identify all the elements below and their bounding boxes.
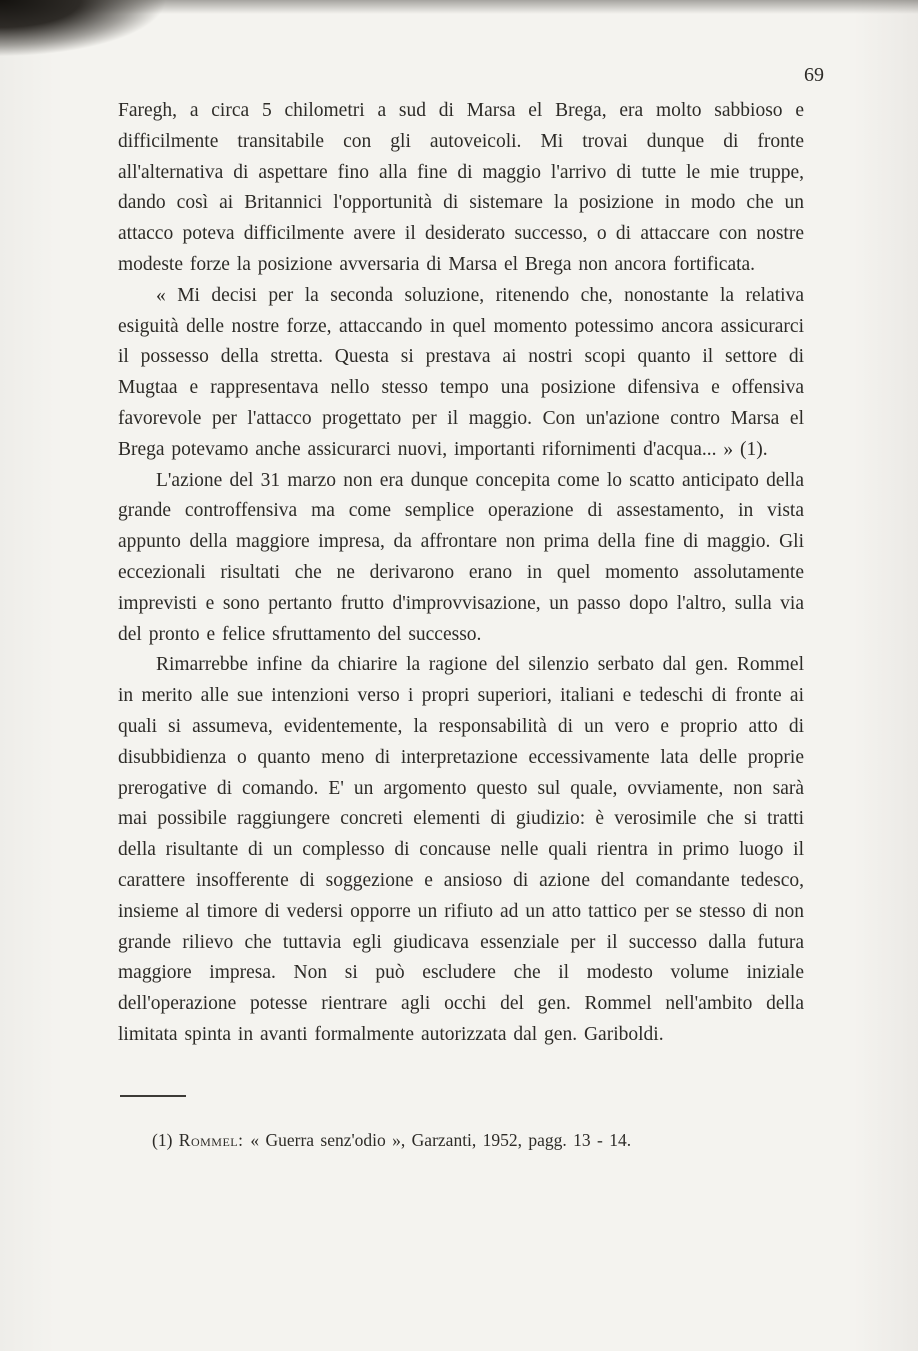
- footnote: [118, 1127, 804, 1153]
- scan-shadow-corner: [0, 0, 230, 78]
- footnote-marker: (1): [152, 1129, 179, 1150]
- footnote-text: « Guerra senz'odio », Garzanti, 1952, pagg. 13 - 14.: [250, 1129, 632, 1150]
- paragraph-2: « Mi decisi per la seconda soluzione, ritenendo che, nonostante la relativa esiguità delle nostre forze, attaccando in quel momento potessimo ancora assicurarci il possesso della stretta. Questa si prestava ai nostri scopi quanto il settore di Mugtaa e rappresentava nello stesso tempo una posizione difensiva e offensiva favorevole per l'attacco progettato per il maggio. Con un'azione contro Marsa el Brega potevamo anche assicurarci nuovi, importanti rifornimenti d'acqua... » (1).: [118, 284, 804, 460]
- page-number: 69: [804, 64, 824, 86]
- footnote-author: Rommel:: [178, 1129, 251, 1150]
- paragraph-3: L'azione del 31 marzo non era dunque concepita come lo scatto anticipato della grande controffensiva ma come semplice operazione di assestamento, in vista appunto della maggiore impresa, da affrontare non prima della fine di maggio. Gli eccezionali risultati che ne derivarono erano in quel momento assolutamente imprevisti e sono pertanto frutto d'improvvisazione, un passo dopo l'altro, sulla via del pronto e felice sfruttamento del successo.: [118, 469, 804, 645]
- footnote-separator: [120, 1095, 186, 1097]
- text-block: [118, 96, 804, 1153]
- paragraph-1: Faregh, a circa 5 chilometri a sud di Marsa el Brega, era molto sabbioso e difficilmente transitabile con gli autoveicoli. Mi trovai dunque di fronte all'alternativa di aspettare fino alla fine di maggio l'arrivo di tutte le mie truppe, dando così ai Britannici l'opportunità di sistemare la posizione in modo che un attacco poteva difficilmente avere il desiderato successo, o di attaccare con nostre modeste forze la posizione avversaria di Marsa el Brega non ancora fortificata.: [118, 100, 804, 275]
- paragraph-4: Rimarrebbe infine da chiarire la ragione del silenzio serbato dal gen. Rommel in merito alle sue intenzioni verso i propri superiori, italiani e tedeschi di fronte ai quali si assumeva, evidentemente, la responsabilità di un vero e proprio atto di disubbidienza o quanto meno di interpretazione eccessivamente lata delle proprie prerogative di comando. E' un argomento questo sul quale, ovviamente, non sarà mai possibile raggiungere concreti elementi di giudizio: è verosimile che si tratti della risultante di un complesso di concause nelle quali rientra in primo luogo il carattere insofferente di soggezione e ansioso di azione del comandante tedesco, insieme al timore di vedersi opporre un rifiuto ad un atto tattico per se stesso di non grande rilievo che tuttavia egli giudicava essenziale per il successo dalla futura maggiore impresa. Non si può escludere che il modesto volume iniziale dell'operazione potesse rientrare agli occhi del gen. Rommel nell'ambito della limitata spinta in avanti formalmente autorizzata dal gen. Gariboldi.: [118, 654, 804, 1045]
- scan-shadow-top-edge: [0, 0, 918, 14]
